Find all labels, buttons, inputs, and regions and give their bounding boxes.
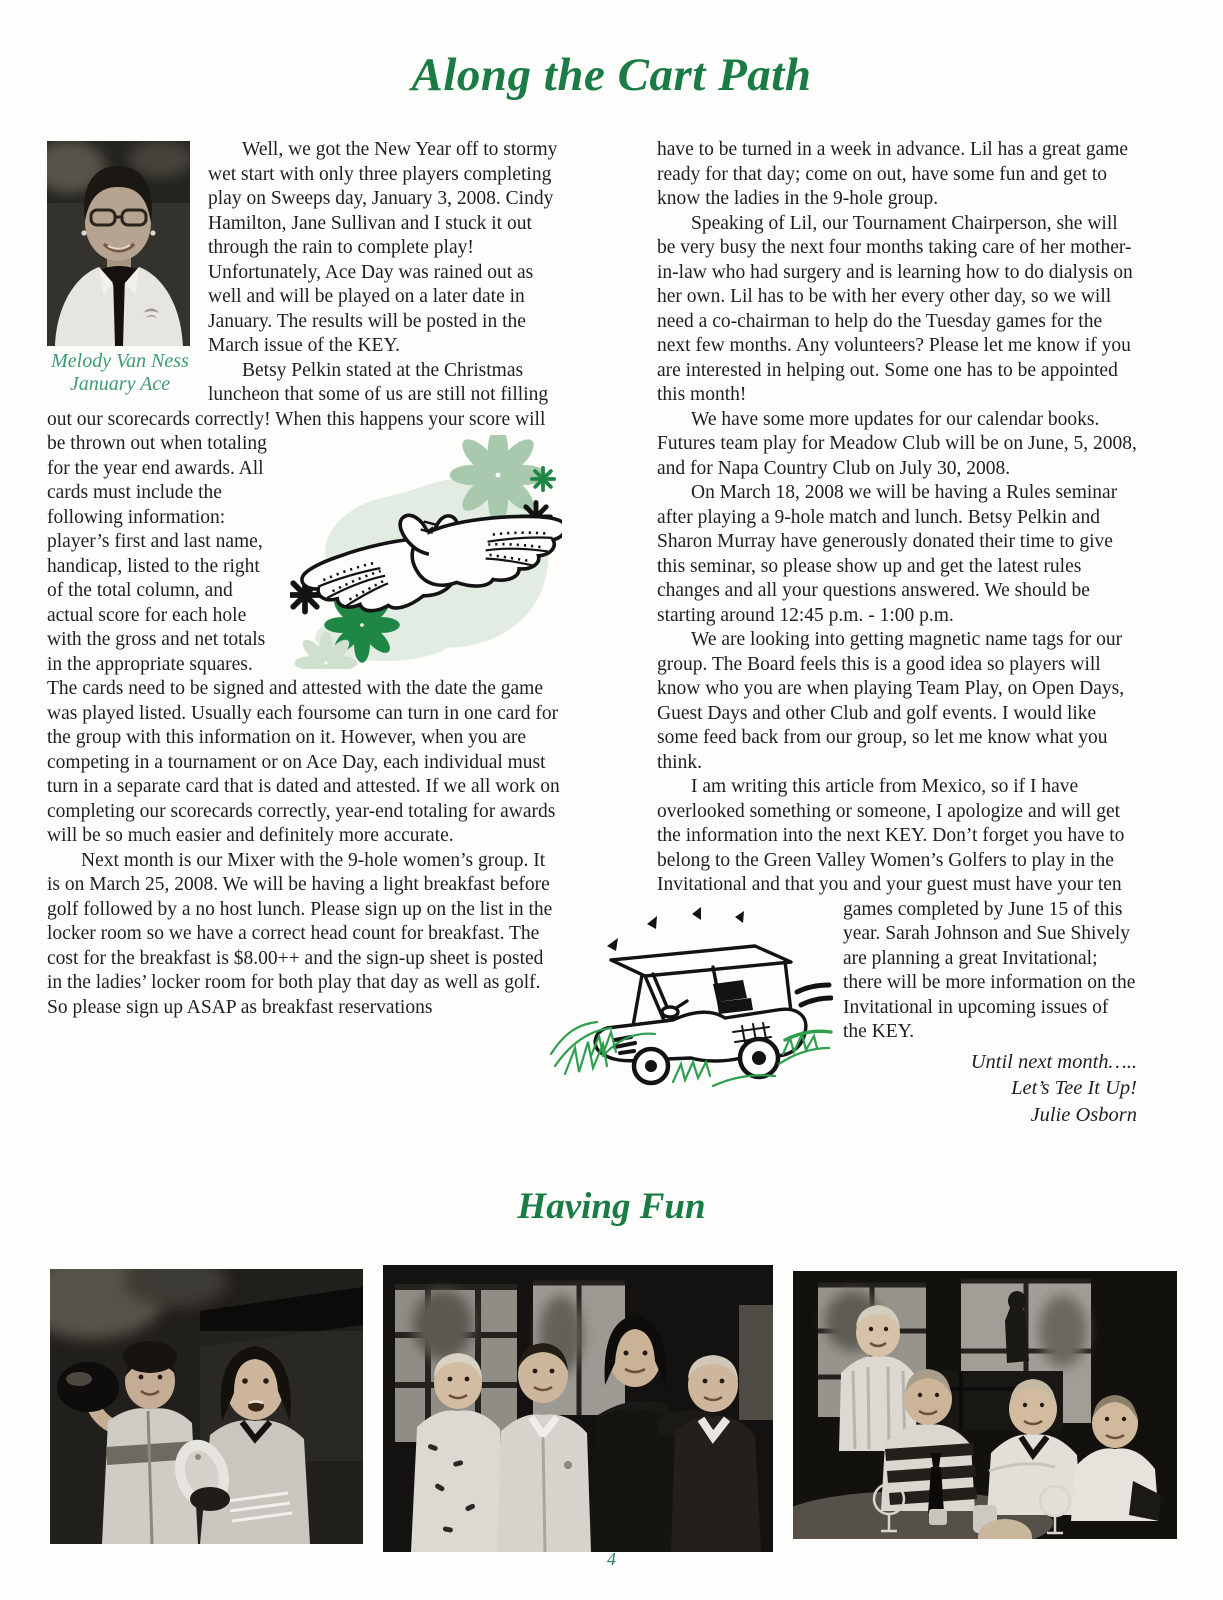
portrait-caption-name: Melody Van Ness bbox=[51, 350, 189, 372]
paragraph-text: this happens your score will be thrown out when totaling for the year end awards. All cards must include the following information: player’s first and last name, handicap, listed to the right of the total column, and actual score for each hole with the gross and net totals in the appropriate squares. The cards need to be signed and attested with the date the game was played listed. Usually each foursome can turn in one card for the group with this information on it. However, when you are competing in a tournament or on Ace Day, each individual must turn in a separate card that is dated and attested. If we all work on completing our scorecards correctly, year-end totaling for awards will be so much easier and definitely more accurate. bbox=[47, 408, 560, 846]
article-paragraph bbox=[47, 849, 562, 1021]
paragraph-text: We have some more updates for our calendar books. Futures team play for Meadow Club will be on June, 5, 2008, and for Napa Country Club on July 30, 2008. bbox=[657, 408, 1137, 479]
portrait-caption bbox=[47, 350, 193, 396]
photo-women-at-dinner-table bbox=[793, 1271, 1177, 1539]
woman-portrait-image bbox=[47, 141, 190, 346]
portrait-caption-title: January Ace bbox=[69, 373, 171, 395]
page-title: Along the Cart Path bbox=[411, 49, 812, 101]
article-paragraph bbox=[47, 359, 562, 849]
photo-3-image bbox=[793, 1271, 1177, 1539]
paragraph-text: Speaking of Lil, our Tournament Chairperson, she will be very busy the next four months taking care of her mother-in-law who had surgery and is learning how to do dialysis on her own. Lil has to be with her every other day, so we will need a co-chairman to help do the Tuesday games for the next few months. Any volunteers? Please let me know if you are interested in helping out. Some one has to be appointed this month! bbox=[657, 212, 1133, 405]
article-paragraph bbox=[657, 481, 1137, 628]
paragraph-text: On March 18, 2008 we will be having a Rules seminar after playing a 9-hole match and lunch. Betsy Pelkin and Sharon Murray have generously donated their time to give this seminar, so please show up and get the latest rules changes and all your questions answered. We should be starting around 12:45 p.m. - 1:00 p.m. bbox=[657, 482, 1118, 626]
section-title: Having Fun bbox=[517, 1186, 706, 1227]
golf-cart-clipart bbox=[545, 904, 833, 1090]
article-paragraph bbox=[657, 138, 1137, 212]
golf-gloves-clipart bbox=[290, 435, 562, 669]
article-paragraph bbox=[657, 628, 1137, 775]
having-fun-section bbox=[0, 1185, 1223, 1600]
right-column bbox=[657, 138, 1137, 1128]
photo-four-women-group bbox=[383, 1265, 773, 1552]
signoff-line-2: Let’s Tee It Up! bbox=[1011, 1077, 1137, 1099]
golf-gloves-image bbox=[290, 435, 562, 669]
paragraph-text: We are looking into getting magnetic name tags for our group. The Board feels this is a good idea so players will know who you are when playing Team Play, on Open Days, Guest Days and other Club and golf events. I would like some feed back from our group, so let me know what you think. bbox=[657, 629, 1125, 773]
photo-2-image bbox=[383, 1265, 773, 1552]
paragraph-text: Betsy Pelkin stated at the Christmas luncheon that some of us are still not filling out our scorecards correctly! When bbox=[47, 359, 549, 430]
article-paragraph bbox=[657, 212, 1137, 408]
photo-1-image bbox=[50, 1269, 363, 1544]
article-body bbox=[47, 138, 1137, 1188]
article-paragraph bbox=[657, 775, 1137, 1045]
paragraph-text: Well, we got the New Year off to stormy wet start with only three players completing play on Sweeps day, January 3, 2008. Cindy Hamilton, Jane Sullivan and I stuck it out through the rain to complete play! Unfortunately, Ace Day was rained out as well and will be played on a later date in January. The results will be posted in the March issue of the KEY. bbox=[208, 139, 558, 356]
left-column bbox=[47, 138, 562, 1020]
signoff-line-3: Julie Osborn bbox=[1030, 1103, 1137, 1126]
paragraph-text: year. Sarah Johnson and Sue Shively are planning a great Invitational; there will be more information on the Invitational in upcoming issues of the KEY. bbox=[843, 923, 1136, 1042]
photo-row bbox=[0, 1265, 1223, 1560]
paragraph-text: Next month is our Mixer with the 9-hole women’s group. It is on March 25, 2008. We will be having a light breakfast before golf followed by a no host lunch. Please sign up on the list in the locker room so we have a correct head count for breakfast. The cost for the breakfast is $8.00++ and the sign-up sheet is posted in the ladies’ locker room for both play that day as well as golf. So please sign up ASAP as breakfast reservations bbox=[47, 849, 553, 1018]
page-number: 4 bbox=[607, 1549, 616, 1569]
paragraph-text: I am writing this article from Mexico, so if I have overlooked something or someone, I apologize and will get the information into the next KEY. Don’t forget you have to belong to the Green Valley Women’s Golfers to play in the Invitational and that you and your guest must have your ten games completed by June 15 of this bbox=[657, 776, 1125, 920]
portrait-block bbox=[47, 141, 193, 396]
golf-cart-image bbox=[545, 904, 833, 1090]
signoff-line-1: Until next month….. bbox=[970, 1050, 1137, 1073]
article-paragraph bbox=[657, 408, 1137, 482]
photo-two-women-with-prizes bbox=[50, 1269, 363, 1544]
paragraph-text: have to be turned in a week in advance. Lil has a great game ready for that day; come on out, have some fun and get to know the ladies in the 9-hole group. bbox=[657, 139, 1129, 209]
portrait-photo bbox=[47, 141, 190, 346]
